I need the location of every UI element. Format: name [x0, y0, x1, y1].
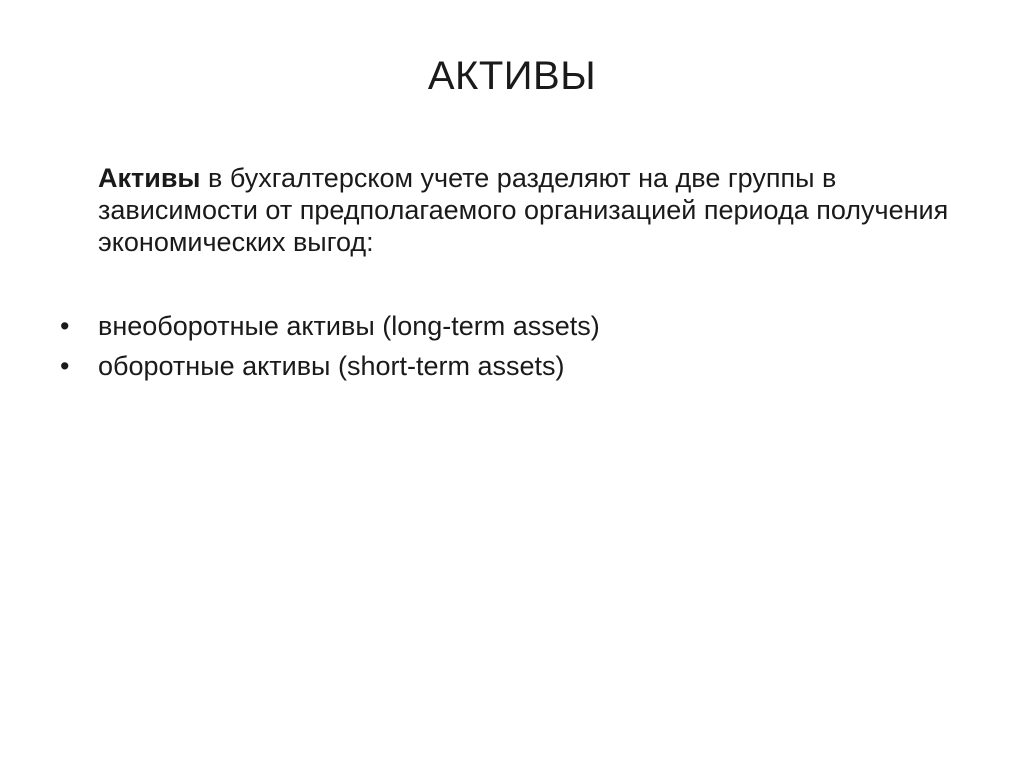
list-item-text: внеоборотные активы (long-term assets): [98, 311, 600, 341]
bullet-icon: •: [60, 311, 70, 341]
bullet-list: [0, 310, 1024, 390]
slide-title: АКТИВЫ: [427, 54, 597, 98]
intro-paragraph: [98, 162, 958, 258]
intro-term: Активы: [98, 163, 201, 193]
list-item-short-term: [0, 350, 1024, 390]
list-item-long-term: [0, 310, 1024, 350]
bullet-icon: •: [60, 351, 70, 381]
intro-text: в бухгалтерском учете разделяют на две группы в зависимости от предполагаемого организацией периода получения экономических выгод:: [98, 163, 949, 257]
list-item-text: оборотные активы (short-term assets): [98, 351, 565, 381]
